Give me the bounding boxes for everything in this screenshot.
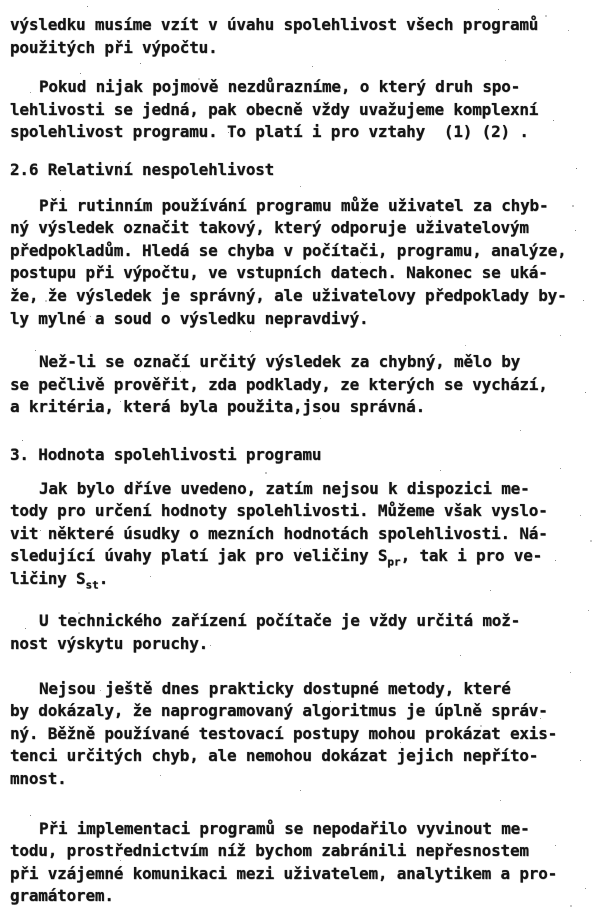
text-line: tody pro určení hodnoty spolehlivosti. Můžeme však vyslo- [10,501,548,521]
text-segment: sledující úvahy platí jak pro veličiny S [10,546,388,566]
text-line: tenci určitých chyb, ale nemohou dokázat jejich nepříto- [10,746,539,766]
text-segment: ličiny S [10,568,86,588]
text-line: že, že výsledek je správný, ale uživatelovy předpoklady by- [10,285,567,305]
text-line: gramátorem. [10,886,114,906]
heading-text: 2.6 Relativní nespolehlivost [10,159,275,179]
text-segment: . [98,568,109,588]
paragraph [10,610,593,655]
text-line: vit některé úsudky o mezních hodnotách spolehlivosti. Ná- [10,523,548,543]
text-line: todu, prostřednictvím níž bychom zabránili nepřesnostem [10,841,529,861]
paragraph [10,351,593,419]
text-line: Jak bylo dříve uvedeno, zatím nejsou k dispozici me- [39,478,530,498]
paragraph [10,76,593,144]
text-segment: , tak i pro ve- [400,546,543,566]
paragraph [10,678,593,791]
paragraph [10,478,593,591]
text-line: při vzájemné komunikaci mezi uživatelem, analytikem a pro- [10,863,558,883]
text-line: spolehlivost programu. To platí i pro vztahy (1) (2) . [10,122,529,142]
text-line: Pokud nijak pojmově nezdůrazníme, o který druh spo- [39,77,521,97]
text-line: U technického zařízení počítače je vždy určitá mož- [39,611,521,631]
text-line: by dokázaly, že naprogramovaný algoritmus je úplně správ- [10,701,548,721]
paragraph [10,818,593,908]
text-line: ly mylné a soud o výsledku nepravdivý. [10,308,369,328]
text-line: mnost. [10,769,67,789]
paragraph [10,195,593,331]
text-line: a kritéria, která byla použita,jsou správná. [10,397,426,417]
text-line: Při implementaci programů se nepodařilo vyvinout me- [39,818,530,838]
text-line: Nejsou ještě dnes prakticky dostupné metody, které [39,678,511,698]
text-line: Při rutinním používání programu může uživatel za chyb- [39,195,549,215]
text-line: ný. Běžně používané testovací postupy mohou prokázat exis- [10,723,558,743]
section-heading-2-6 [10,159,593,182]
text-line: postupu při výpočtu, ve vstupních datech. Nakonec se uká- [10,263,548,283]
text-line: se pečlivě prověřit, zda podklady, ze kterých se vychází, [10,374,548,394]
text-line-with-subscript [10,545,593,568]
text-line: použitých při výpočtu. [10,37,218,57]
paragraph-continued [10,14,593,59]
text-line: ný výsledek označit takový, který odporuje uživatelovým [10,218,529,238]
subscript-st: st [85,578,99,592]
text-line-with-subscript [10,568,593,591]
subscript-pr: pr [387,555,401,569]
text-line: Než-li se označí určitý výsledek za chybný, mělo by [39,352,521,372]
text-line: výsledku musíme vzít v úvahu spolehlivost všech programů [10,15,539,34]
text-line: nost výskytu poruchy. [10,634,209,654]
text-line: lehlivosti se jedná, pak obecně vždy uvažujeme komplexní [10,99,539,119]
section-heading-3 [10,444,593,467]
text-line: předpokladům. Hledá se chyba v počítači, programu, analýze, [10,240,567,260]
heading-text: 3. Hodnota spolehlivosti programu [10,444,322,464]
